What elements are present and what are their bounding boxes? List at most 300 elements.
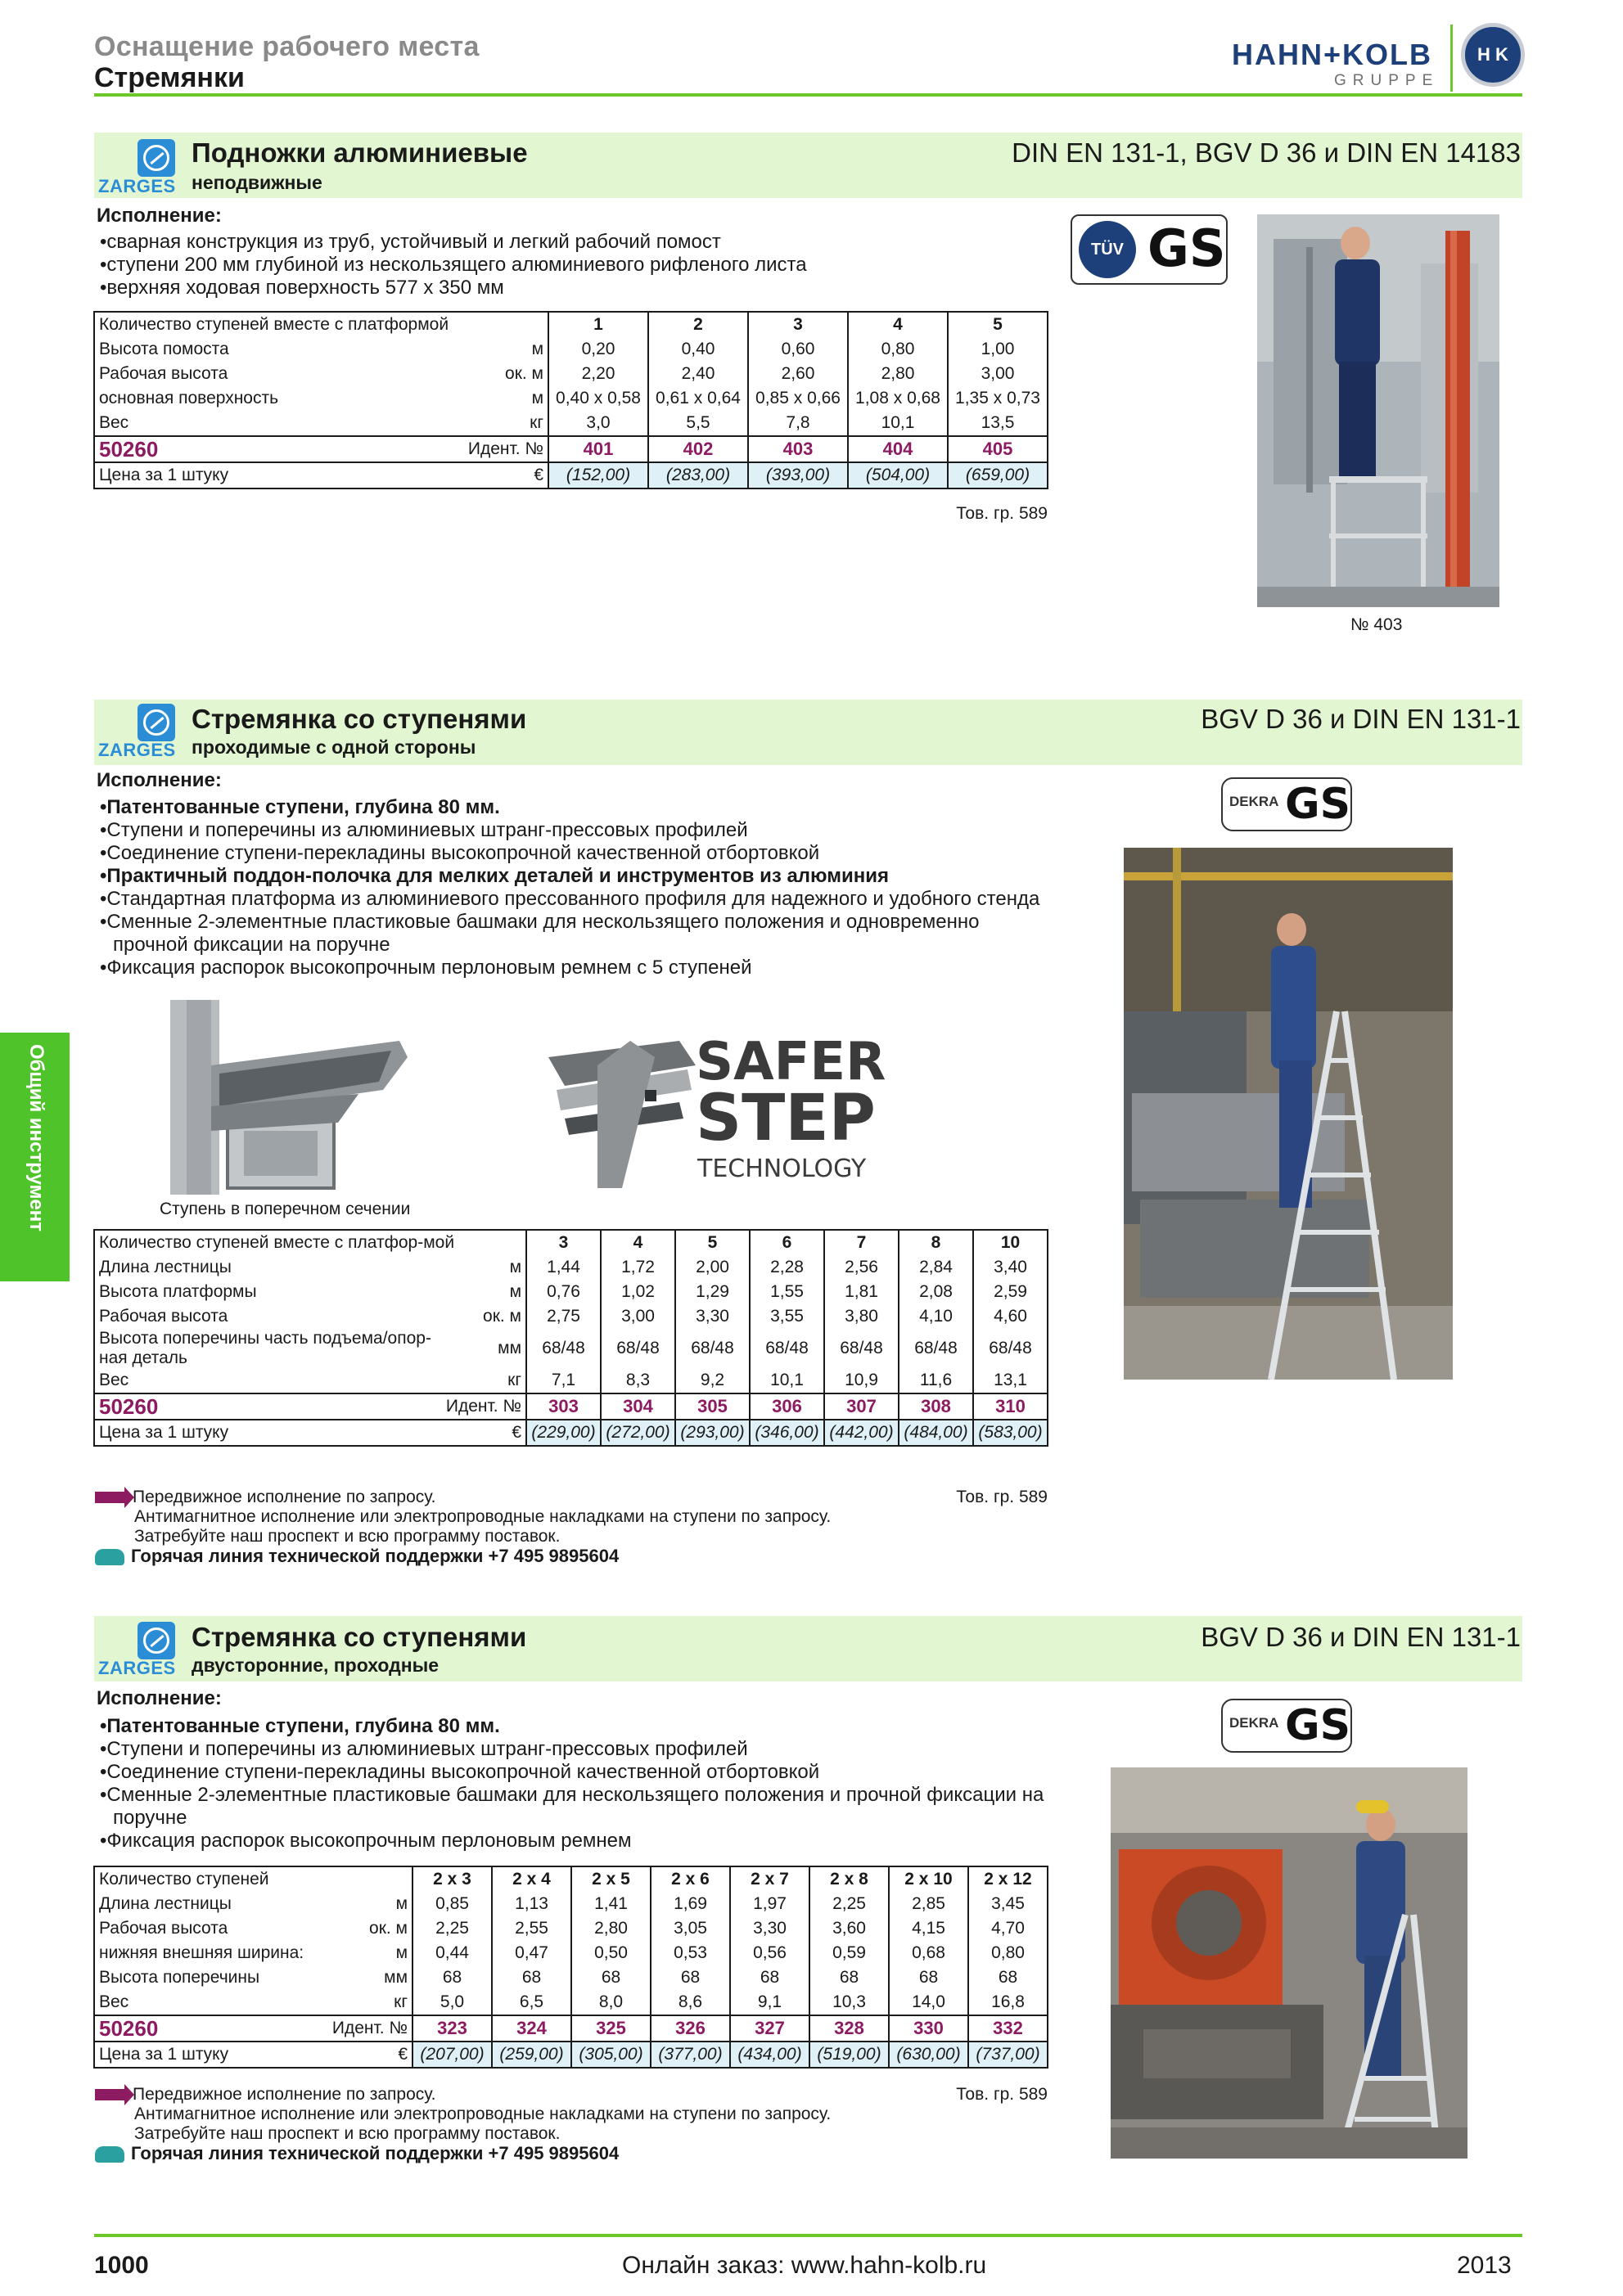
cell: 1,41 (571, 1892, 651, 1916)
article-id[interactable]: 308 (899, 1393, 973, 1420)
cell: 8,3 (601, 1368, 675, 1393)
cell: 2,25 (413, 1916, 492, 1941)
cell: 11,6 (899, 1368, 973, 1393)
cell: 4,10 (899, 1304, 973, 1329)
hotline-text[interactable]: Горячая линия технической поддержки +7 495 9895604 (131, 1546, 620, 1566)
cell: 2,85 (889, 1892, 968, 1916)
id-label: Идент. № (442, 1393, 526, 1420)
cell: 68/48 (973, 1329, 1048, 1368)
price: (630,00) (889, 2042, 968, 2068)
cell: 0,50 (571, 1941, 651, 1965)
column-header: 4 (848, 312, 948, 337)
table-row (94, 1255, 1048, 1280)
row-unit: мм (442, 1329, 526, 1368)
cell: 3,05 (651, 1916, 730, 1941)
cell: 68/48 (824, 1329, 899, 1368)
cert-badge (1221, 777, 1352, 831)
cell: 68 (968, 1965, 1048, 1990)
product-photo (1124, 848, 1453, 1380)
column-header: 7 (824, 1230, 899, 1255)
cell: 0,68 (889, 1941, 968, 1965)
price: (442,00) (824, 1420, 899, 1446)
feature-item: •Патентованные ступени, глубина 80 мм. (100, 796, 500, 818)
cell: 2,08 (899, 1280, 973, 1304)
column-header: 8 (899, 1230, 973, 1255)
article-id[interactable]: 401 (548, 436, 648, 462)
cell: 1,72 (601, 1255, 675, 1280)
cell: 7,1 (526, 1368, 601, 1393)
tuv-icon: TÜV (1079, 221, 1136, 278)
cell: 68 (809, 1965, 889, 1990)
row-unit: кг (442, 1368, 526, 1393)
article-id[interactable]: 306 (750, 1393, 824, 1420)
price: (504,00) (848, 462, 948, 488)
row-unit: мм (322, 1965, 413, 1990)
cell: 8,0 (571, 1990, 651, 2015)
cell: 8,6 (651, 1990, 730, 2015)
table-row (94, 1916, 1048, 1941)
cell: 1,97 (730, 1892, 809, 1916)
cell: 0,40 x 0,58 (548, 386, 648, 411)
cell: 1,13 (492, 1892, 571, 1916)
feature-item: •Патентованные ступени, глубина 80 мм. (100, 1715, 500, 1737)
row-label: Вес (94, 411, 408, 436)
row-unit: м (442, 1255, 526, 1280)
notes-block (95, 1488, 913, 1567)
price: (293,00) (675, 1420, 750, 1446)
column-header: 5 (948, 312, 1048, 337)
table-header-label: Количество ступеней (94, 1866, 413, 1892)
article-id[interactable]: 304 (601, 1393, 675, 1420)
price: (283,00) (648, 462, 748, 488)
cell: 9,2 (675, 1368, 750, 1393)
column-header: 3 (526, 1230, 601, 1255)
cell: 5,5 (648, 411, 748, 436)
cell: 4,15 (889, 1916, 968, 1941)
column-header: 6 (750, 1230, 824, 1255)
cell: 68 (651, 1965, 730, 1990)
cell: 3,60 (809, 1916, 889, 1941)
cell: 4,60 (973, 1304, 1048, 1329)
section-norms: DIN EN 131-1, BGV D 36 и DIN EN 14183 (1012, 137, 1521, 168)
note-item: Антимагнитное исполнение или электропроводные накладками на ступени по запросу. (134, 1507, 832, 1526)
zarges-logo-icon (138, 139, 175, 177)
execution-label: Исполнение: (97, 1687, 222, 1709)
price: (484,00) (899, 1420, 973, 1446)
cell: 68/48 (601, 1329, 675, 1368)
zarges-logo-icon (138, 704, 175, 741)
row-label: Длина лестницы (94, 1892, 322, 1916)
zarges-label: ZARGES (98, 1658, 176, 1678)
cell: 68 (889, 1965, 968, 1990)
cell: 10,1 (750, 1368, 824, 1393)
dekra-icon: DEKRA (1229, 794, 1279, 809)
cell: 10,3 (809, 1990, 889, 2015)
note-item: Передвижное исполнение по запросу. (133, 2085, 436, 2104)
price: (434,00) (730, 2042, 809, 2068)
cell: 0,20 (548, 337, 648, 362)
brand-divider (1450, 25, 1453, 92)
section-title: Подножки алюминиевые (192, 137, 528, 168)
cert-badge (1221, 1699, 1352, 1753)
product-photo (1257, 214, 1499, 607)
zarges-logo-icon (138, 1622, 175, 1659)
cell: 2,28 (750, 1255, 824, 1280)
id-label: Идент. № (408, 436, 548, 462)
row-label: Длина лестницы (94, 1255, 442, 1280)
price: (259,00) (492, 2042, 571, 2068)
cell: 68/48 (899, 1329, 973, 1368)
column-header: 3 (748, 312, 848, 337)
article-id[interactable]: 328 (809, 2015, 889, 2042)
feature-item: •Сменные 2-элементные пластиковые башмаки для нескользящего положения и одновременно прочной фиксации на поручне (100, 911, 980, 956)
cell: 2,60 (748, 362, 848, 386)
section-subtitle: неподвижные (192, 172, 322, 193)
feature-item: •верхняя ходовая поверхность 577 x 350 мм (100, 277, 504, 299)
price-row (94, 462, 1048, 488)
cell: 7,8 (748, 411, 848, 436)
row-label: Вес (94, 1368, 442, 1393)
price-label: Цена за 1 штуку (94, 462, 408, 488)
dekra-icon: DEKRA (1229, 1715, 1279, 1731)
id-row (94, 436, 1048, 462)
feature-item: •Фиксация распорок высокопрочным перлоновым ремнем с 5 ступеней (100, 957, 752, 979)
row-unit: м (322, 1892, 413, 1916)
feature-item: •Соединение ступени-перекладины высокопрочной качественной отбортовкой (100, 1761, 820, 1783)
article-id[interactable]: 402 (648, 436, 748, 462)
row-unit: кг (322, 1990, 413, 2015)
spec-table-2 (93, 1229, 1048, 1447)
feature-list (97, 1715, 1058, 1853)
cell: 14,0 (889, 1990, 968, 2015)
online-order-link[interactable]: Онлайн заказ: www.hahn-kolb.ru (622, 2252, 987, 2279)
cell: 2,40 (648, 362, 748, 386)
cell: 3,45 (968, 1892, 1048, 1916)
cell: 1,69 (651, 1892, 730, 1916)
row-unit: м (408, 337, 548, 362)
article-id[interactable]: 324 (492, 2015, 571, 2042)
row-unit: м (322, 1941, 413, 1965)
article-id[interactable]: 325 (571, 2015, 651, 2042)
side-tab[interactable] (0, 1033, 70, 1281)
feature-list (97, 796, 1058, 979)
cell: 2,56 (824, 1255, 899, 1280)
arrow-icon (95, 2089, 126, 2100)
row-unit: м (442, 1280, 526, 1304)
feature-item: •ступени 200 мм глубиной из нескользящего алюминиевого рифленого листа (100, 254, 807, 276)
table-row (94, 1368, 1048, 1393)
column-header: 1 (548, 312, 648, 337)
cell: 3,00 (948, 362, 1048, 386)
feature-item: •Стандартная платформа из алюминиевого прессованного профиля для надежного и удобного стенда (100, 888, 1040, 910)
price-label: Цена за 1 штуку (94, 2042, 322, 2068)
category-title: Оснащение рабочего места (94, 31, 480, 62)
article-id[interactable]: 305 (675, 1393, 750, 1420)
note-item: Затребуйте наш проспект и всю программу поставок. (134, 2124, 561, 2143)
step-text: STEP (696, 1082, 876, 1155)
table-row (94, 1941, 1048, 1965)
column-header: 2 x 3 (413, 1866, 492, 1892)
cell: 10,1 (848, 411, 948, 436)
page-number: 1000 (94, 2252, 149, 2279)
row-label: Высота помоста (94, 337, 408, 362)
feature-item: •сварная конструкция из труб, устойчивый и легкий рабочий помост (100, 231, 721, 253)
cell: 3,40 (973, 1255, 1048, 1280)
safer-text: SAFER (696, 1032, 886, 1092)
cell: 68 (571, 1965, 651, 1990)
product-group: Тов. гр. 589 (956, 2085, 1048, 2104)
spec-table-3 (93, 1866, 1048, 2069)
footer-divider (94, 2234, 1522, 2237)
gs-icon: GS (1147, 218, 1226, 278)
row-label: нижняя внешняя ширина: (94, 1941, 322, 1965)
price: (737,00) (968, 2042, 1048, 2068)
feature-item: •Практичный поддон-полочка для мелких деталей и инструментов из алюминия (100, 865, 889, 887)
row-unit: кг (408, 411, 548, 436)
table-header-label: Количество ступеней вместе с платформой (94, 312, 548, 337)
cell: 0,60 (748, 337, 848, 362)
id-label: Идент. № (322, 2015, 413, 2042)
row-label: основная поверхность (94, 386, 408, 411)
cell: 1,02 (601, 1280, 675, 1304)
cell: 0,85 x 0,66 (748, 386, 848, 411)
cell: 2,59 (973, 1280, 1048, 1304)
hotline-text[interactable]: Горячая линия технической поддержки +7 495 9895604 (131, 2143, 620, 2163)
cell: 3,00 (601, 1304, 675, 1329)
price-row (94, 2042, 1048, 2068)
phone-icon (95, 1549, 124, 1565)
arrow-icon (95, 1492, 126, 1503)
cell: 68 (730, 1965, 809, 1990)
cell: 68/48 (526, 1329, 601, 1368)
cell: 2,55 (492, 1916, 571, 1941)
row-unit: ок. м (442, 1304, 526, 1329)
gs-icon: GS (1285, 780, 1351, 829)
profile-caption: Ступень в поперечном сечении (160, 1200, 411, 1218)
cell: 10,9 (824, 1368, 899, 1393)
table-row (94, 1892, 1048, 1916)
note-item: Затребуйте наш проспект и всю программу поставок. (134, 1527, 561, 1546)
price: (583,00) (973, 1420, 1048, 1446)
column-header: 2 x 6 (651, 1866, 730, 1892)
row-label: Рабочая высота (94, 1916, 322, 1941)
section-subtitle: двусторонние, проходные (192, 1654, 440, 1676)
section-title: Стремянка со ступенями (192, 1622, 527, 1652)
price-row (94, 1420, 1048, 1446)
table-row (94, 1965, 1048, 1990)
feature-item: •Сменные 2-элементные пластиковые башмаки для нескользящего положения и прочной фиксации на поручне (100, 1784, 1044, 1829)
cell: 0,56 (730, 1941, 809, 1965)
column-header: 2 x 5 (571, 1866, 651, 1892)
article-id[interactable]: 303 (526, 1393, 601, 1420)
subcategory-title: Стремянки (94, 62, 245, 93)
note-item: Антимагнитное исполнение или электропроводные накладками на ступени по запросу. (134, 2105, 832, 2123)
spec-table-1 (93, 311, 1048, 489)
cell: 0,53 (651, 1941, 730, 1965)
phone-icon (95, 2146, 124, 2163)
id-row (94, 2015, 1048, 2042)
feature-item: •Ступени и поперечины из алюминиевых штранг-прессовых профилей (100, 819, 748, 841)
row-unit: м (408, 386, 548, 411)
article-id[interactable]: 323 (413, 2015, 492, 2042)
cell: 2,80 (571, 1916, 651, 1941)
cell: 68/48 (750, 1329, 824, 1368)
row-label: Высота поперечины (94, 1965, 322, 1990)
column-header: 2 x 8 (809, 1866, 889, 1892)
article-code: 50260 (94, 2015, 322, 2042)
execution-label: Исполнение: (97, 769, 222, 791)
cell: 2,00 (675, 1255, 750, 1280)
zarges-label: ZARGES (98, 176, 176, 196)
cell: 2,75 (526, 1304, 601, 1329)
price: (272,00) (601, 1420, 675, 1446)
row-unit: ок. м (322, 1916, 413, 1941)
cell: 0,61 x 0,64 (648, 386, 748, 411)
table-row (94, 1990, 1048, 2015)
cell: 2,25 (809, 1892, 889, 1916)
cell: 3,30 (730, 1916, 809, 1941)
cell: 68/48 (675, 1329, 750, 1368)
table-header-label: Количество ступеней вместе с платфор-мой (94, 1230, 526, 1255)
cell: 0,80 (968, 1941, 1048, 1965)
cell: 2,20 (548, 362, 648, 386)
cell: 3,30 (675, 1304, 750, 1329)
cell: 1,08 x 0,68 (848, 386, 948, 411)
technology-text: TECHNOLOGY (697, 1155, 867, 1183)
header-divider (94, 93, 1522, 97)
row-label: Вес (94, 1990, 322, 2015)
cell: 1,55 (750, 1280, 824, 1304)
catalog-year: 2013 (1457, 2252, 1512, 2279)
cell: 1,00 (948, 337, 1048, 362)
cell: 0,44 (413, 1941, 492, 1965)
cell: 0,47 (492, 1941, 571, 1965)
article-id[interactable]: 330 (889, 2015, 968, 2042)
cell: 0,59 (809, 1941, 889, 1965)
section-norms: BGV D 36 и DIN EN 131-1 (1201, 1622, 1521, 1652)
section-title: Стремянка со ступенями (192, 704, 527, 734)
column-header: 10 (973, 1230, 1048, 1255)
article-id[interactable]: 310 (973, 1393, 1048, 1420)
article-id[interactable]: 326 (651, 2015, 730, 2042)
table-row (94, 411, 1048, 436)
side-tab-label: Общий инструмент (25, 1044, 47, 1231)
note-item: Передвижное исполнение по запросу. (133, 1488, 436, 1506)
zarges-label: ZARGES (98, 740, 176, 760)
price: (152,00) (548, 462, 648, 488)
price: (659,00) (948, 462, 1048, 488)
cell: 13,5 (948, 411, 1048, 436)
cell: 1,81 (824, 1280, 899, 1304)
safer-step-logo (548, 1032, 886, 1193)
price-label: Цена за 1 штуку (94, 1420, 442, 1446)
cell: 16,8 (968, 1990, 1048, 2015)
price: (377,00) (651, 2042, 730, 2068)
row-label: Рабочая высота (94, 1304, 442, 1329)
table-row (94, 1280, 1048, 1304)
cell: 0,40 (648, 337, 748, 362)
cell: 0,80 (848, 337, 948, 362)
price: (346,00) (750, 1420, 824, 1446)
column-header: 4 (601, 1230, 675, 1255)
cell: 3,80 (824, 1304, 899, 1329)
price: (393,00) (748, 462, 848, 488)
table-row (94, 1304, 1048, 1329)
currency: € (442, 1420, 526, 1446)
table-row (94, 362, 1048, 386)
column-header: 2 x 7 (730, 1866, 809, 1892)
cell: 2,80 (848, 362, 948, 386)
row-label: Высота поперечины часть подъема/опор-ная деталь (94, 1329, 442, 1368)
brand-logo-text: HAHN+KOLB (1232, 38, 1433, 71)
price: (229,00) (526, 1420, 601, 1446)
cell: 5,0 (413, 1990, 492, 2015)
price: (519,00) (809, 2042, 889, 2068)
article-code: 50260 (94, 436, 408, 462)
cell: 68 (492, 1965, 571, 1990)
cell: 1,35 x 0,73 (948, 386, 1048, 411)
column-header: 2 x 12 (968, 1866, 1048, 1892)
cell: 3,55 (750, 1304, 824, 1329)
column-header: 2 x 10 (889, 1866, 968, 1892)
article-id[interactable]: 327 (730, 2015, 809, 2042)
article-code: 50260 (94, 1393, 442, 1420)
step-profile-image (162, 1000, 411, 1195)
column-header: 2 x 4 (492, 1866, 571, 1892)
article-id[interactable]: 404 (848, 436, 948, 462)
cert-badge (1071, 214, 1228, 285)
feature-item: •Фиксация распорок высокопрочным перлоновым ремнем (100, 1830, 632, 1852)
article-id[interactable]: 403 (748, 436, 848, 462)
photo-caption: № 403 (1350, 615, 1403, 634)
cell: 68 (413, 1965, 492, 1990)
section-norms: BGV D 36 и DIN EN 131-1 (1201, 704, 1521, 734)
row-label: Рабочая высота (94, 362, 408, 386)
gs-icon: GS (1285, 1701, 1351, 1750)
brand-mark-icon: H K (1461, 23, 1525, 87)
currency: € (322, 2042, 413, 2068)
price: (207,00) (413, 2042, 492, 2068)
notes-block (95, 2085, 913, 2164)
cell: 6,5 (492, 1990, 571, 2015)
feature-item: •Соединение ступени-перекладины высокопрочной качественной отбортовкой (100, 842, 820, 864)
cell: 2,84 (899, 1255, 973, 1280)
row-label: Высота платформы (94, 1280, 442, 1304)
cell: 1,44 (526, 1255, 601, 1280)
id-row (94, 1393, 1048, 1420)
article-id[interactable]: 405 (948, 436, 1048, 462)
feature-item: •Ступени и поперечины из алюминиевых штранг-прессовых профилей (100, 1738, 748, 1760)
article-id[interactable]: 307 (824, 1393, 899, 1420)
cell: 0,76 (526, 1280, 601, 1304)
table-row (94, 386, 1048, 411)
cell: 3,0 (548, 411, 648, 436)
row-unit: ок. м (408, 362, 548, 386)
execution-label: Исполнение: (97, 205, 222, 227)
currency: € (408, 462, 548, 488)
cell: 1,29 (675, 1280, 750, 1304)
cell: 0,85 (413, 1892, 492, 1916)
column-header: 5 (675, 1230, 750, 1255)
cell: 13,1 (973, 1368, 1048, 1393)
product-group: Тов. гр. 589 (956, 1488, 1048, 1506)
table-row (94, 337, 1048, 362)
section-subtitle: проходимые с одной стороны (192, 736, 476, 758)
feature-list (97, 231, 1062, 299)
table-row (94, 1329, 1048, 1368)
article-id[interactable]: 332 (968, 2015, 1048, 2042)
price: (305,00) (571, 2042, 651, 2068)
